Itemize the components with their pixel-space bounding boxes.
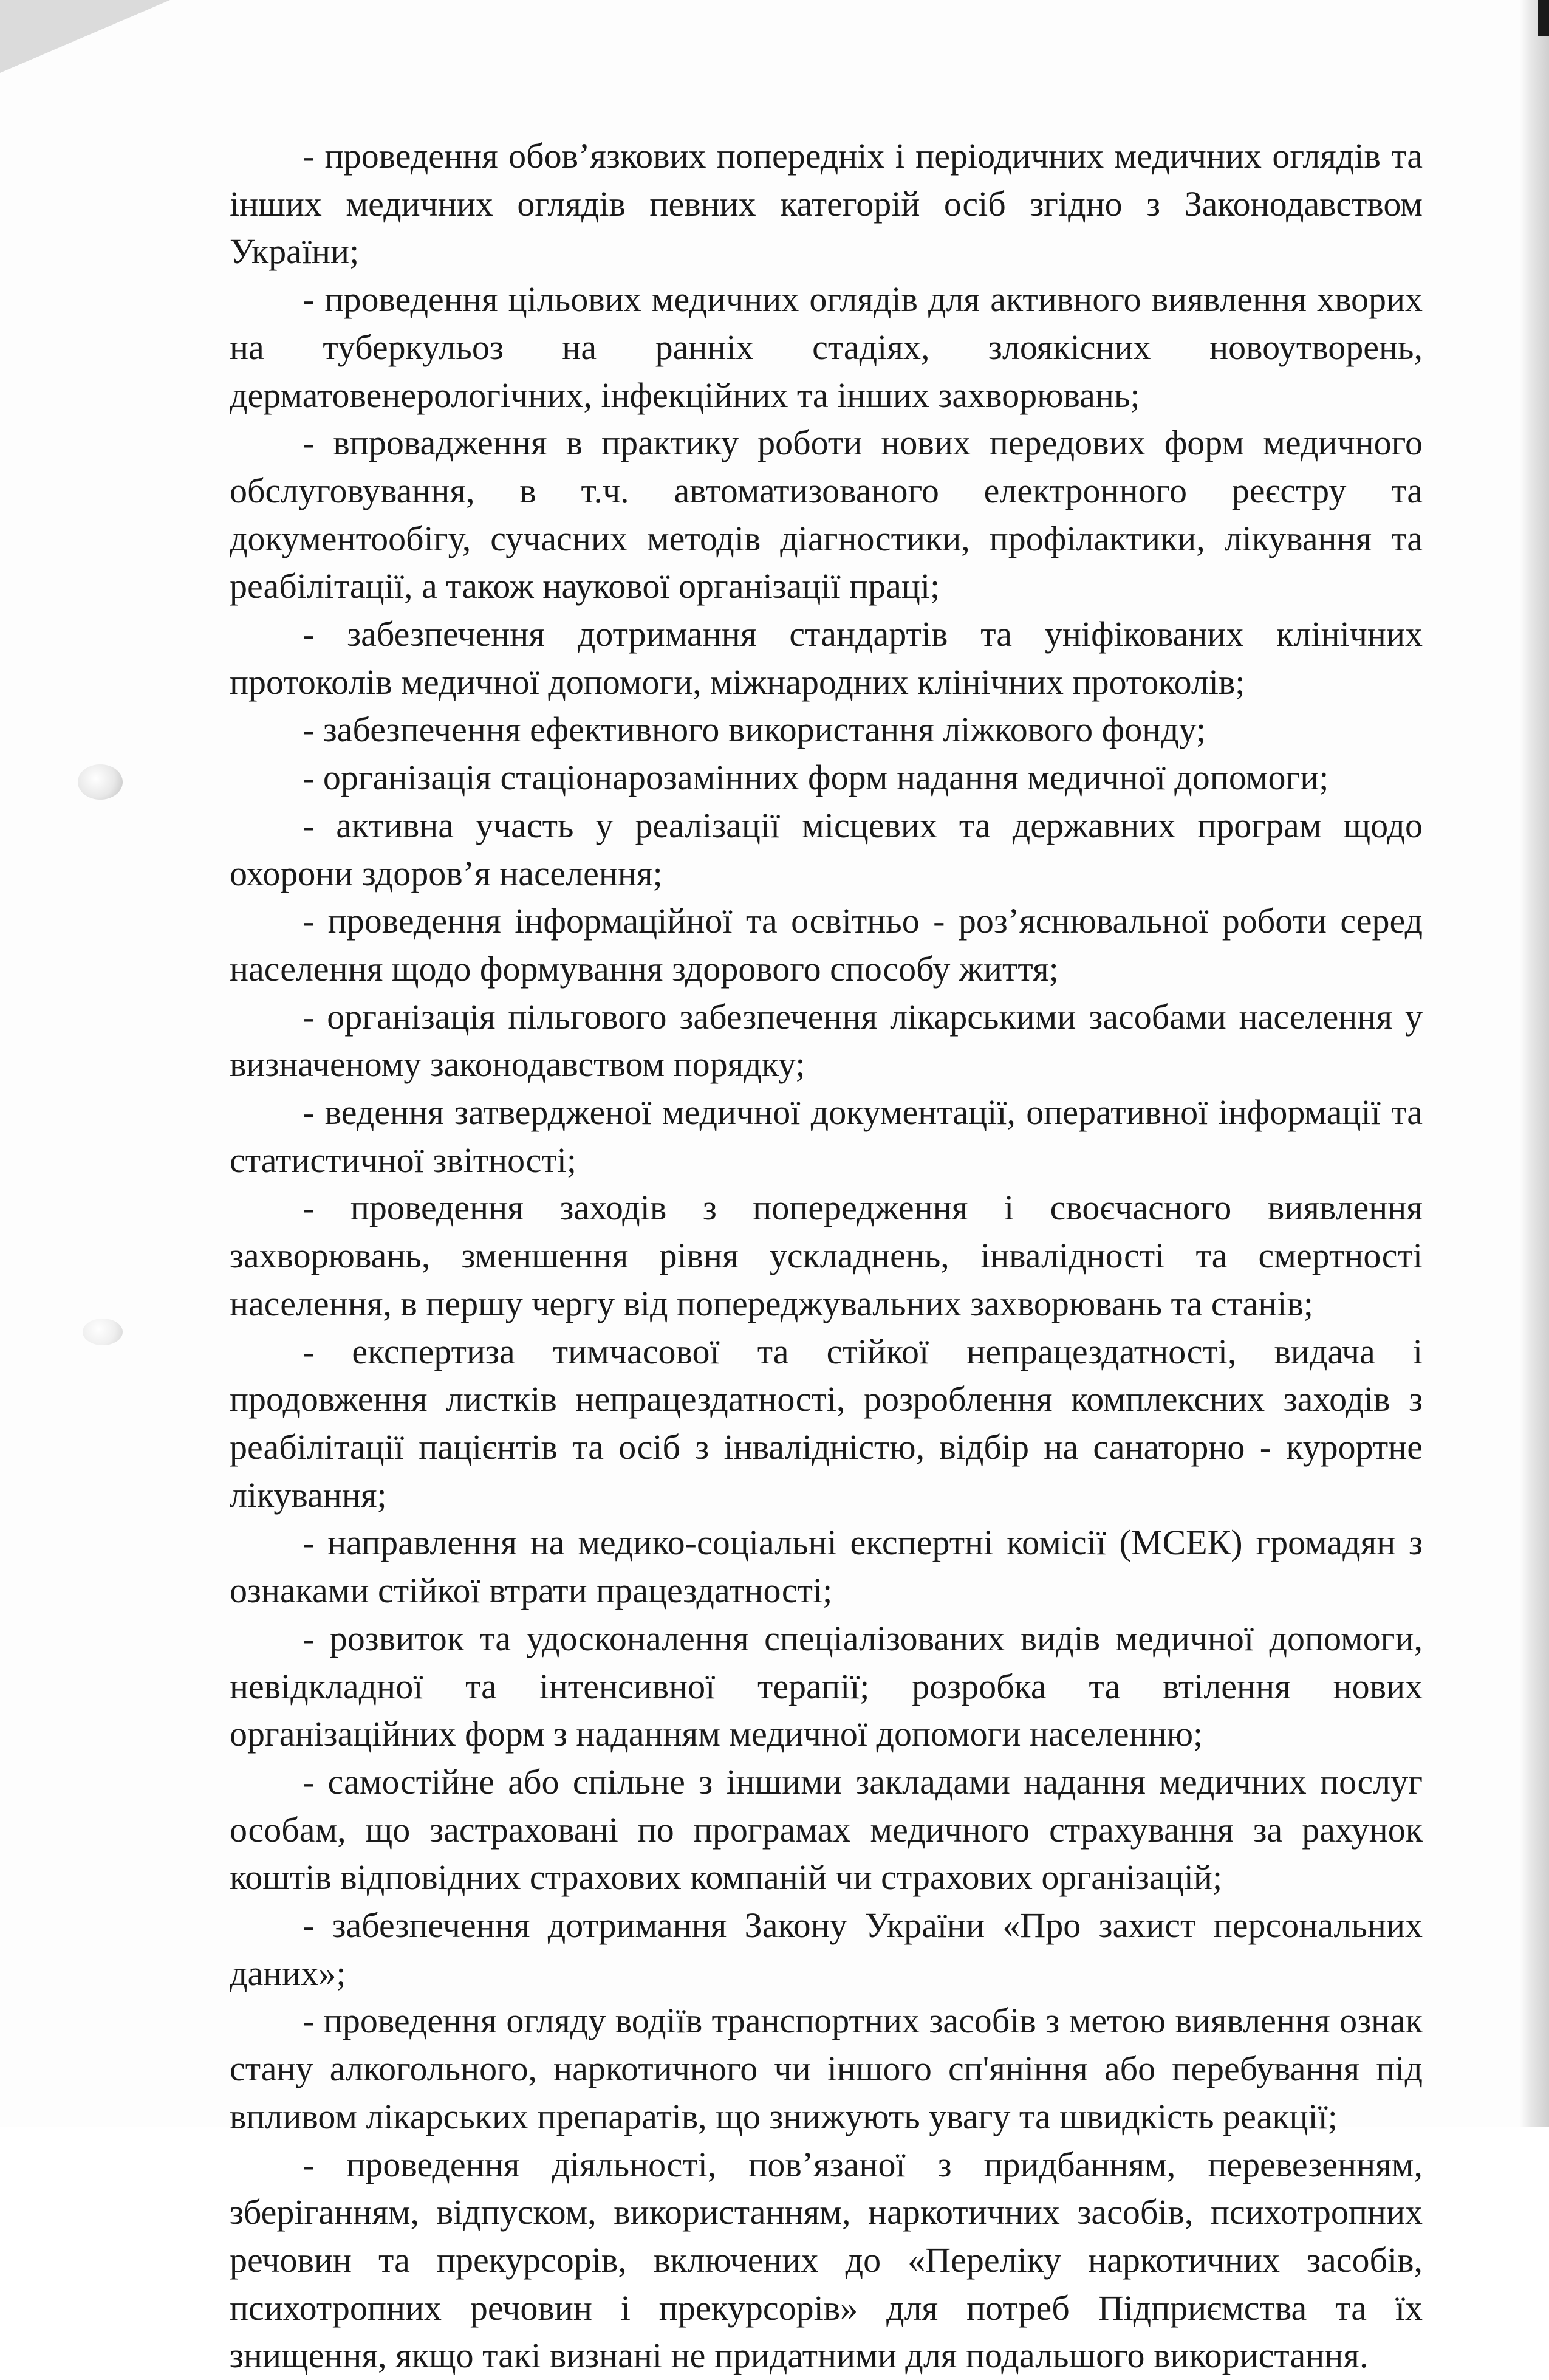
list-item-msek-referral: - направлення на медико-соціальні експертні комісії (МСЕК) громадян з ознаками стійкої втрати працездатності; <box>230 1523 1423 1611</box>
list-item-targeted-exams: - проведення цільових медичних оглядів для активного виявлення хворих на туберкульоз на ранніх стадіях, злоякісних новоутворень, дерматовенерологічних, інфекційних та інших захворювань; <box>230 279 1423 415</box>
list-item-disability-expertise: - експертиза тимчасової та стійкої непрацездатності, видача і продовження листків непрацездатності, розроблення комплексних заходів з реабілітації пацієнтів та осіб з інвалідністю, відбір на санаторно - курортне лікування; <box>230 1331 1423 1515</box>
scan-right-edge-mark <box>1538 0 1549 36</box>
list-item-prevention: - проведення заходів з попередження і своєчасного виявлення захворювань, зменшення рівня ускладнень, інвалідності та смертності населення, в першу чергу від попереджувальних захворювань та станів; <box>230 1188 1423 1323</box>
document-body <box>230 132 1423 2380</box>
list-item-specialized-care: - розвиток та удосконалення спеціалізованих видів медичної допомоги, невідкладної та інтенсивної терапії; розробка та втілення нових організаційних форм з наданням медичної допомоги населенню; <box>230 1618 1423 1754</box>
list-item-insurance-services: - самостійне або спільне з іншими закладами надання медичних послуг особам, що застраховані по програмах медичного страхування за рахунок коштів відповідних страхових компаній чи страхових організацій; <box>230 1761 1423 1898</box>
list-item-personal-data-law: - забезпечення дотримання Закону України «Про захист персональних даних»; <box>230 1905 1423 1993</box>
list-item-health-programs: - активна участь у реалізації місцевих та державних програм щодо охорони здоров’я населення; <box>230 805 1423 893</box>
list-item-preferential-medicines: - організація пільгового забезпечення лікарськими засобами населення у визначеному законодавством порядку; <box>230 996 1423 1085</box>
list-item-narcotics-handling: - проведення діяльності, пов’язаної з придбанням, перевезенням, зберіганням, відпуском, використанням, наркотичних засобів, психотропних речовин та прекурсорів, включених до «Переліку наркотичних засобів, психотропних речовин і прекурсорів» для потреб Підприємства та їх знищення, якщо такі визнані не придатними для подальшого використання. <box>230 2144 1423 2376</box>
list-item-new-forms-of-care: - впровадження в практику роботи нових передових форм медичного обслуговування, в т.ч. автоматизованого електронного реєстру та документообігу, сучасних методів діагностики, профілактики, лікування та реабілітації, а також наукової організації праці; <box>230 423 1423 606</box>
list-item-bed-fund: - забезпечення ефективного використання ліжкового фонду; <box>303 710 1206 750</box>
list-item-documentation: - ведення затвердженої медичної документації, оперативної інформації та статистичної звітності; <box>230 1092 1423 1180</box>
punch-hole-upper <box>78 764 123 800</box>
scan-right-edge <box>1520 0 1549 2127</box>
scan-corner-shadow <box>0 0 170 73</box>
list-item-inpatient-replacement: - організація стаціонарозамінних форм надання медичної допомоги; <box>303 758 1329 798</box>
list-item-clinical-standards: - забезпечення дотримання стандартів та уніфікованих клінічних протоколів медичної допомоги, міжнародних клінічних протоколів; <box>230 614 1423 702</box>
punch-hole-lower <box>83 1319 123 1345</box>
list-item-health-education: - проведення інформаційної та освітньо - роз’яснювальної роботи серед населення щодо формування здорового способу життя; <box>230 901 1423 989</box>
list-item-mandatory-exams: - проведення обов’язкових попередніх і періодичних медичних оглядів та інших медичних оглядів певних категорій осіб згідно з Законодавством України; <box>230 136 1423 272</box>
list-item-driver-examination: - проведення огляду водіїв транспортних засобів з метою виявлення ознак стану алкогольного, наркотичного чи іншого сп'яніння або перебування під впливом лікарських препаратів, що знижують увагу та швидкість реакції; <box>230 2001 1423 2136</box>
